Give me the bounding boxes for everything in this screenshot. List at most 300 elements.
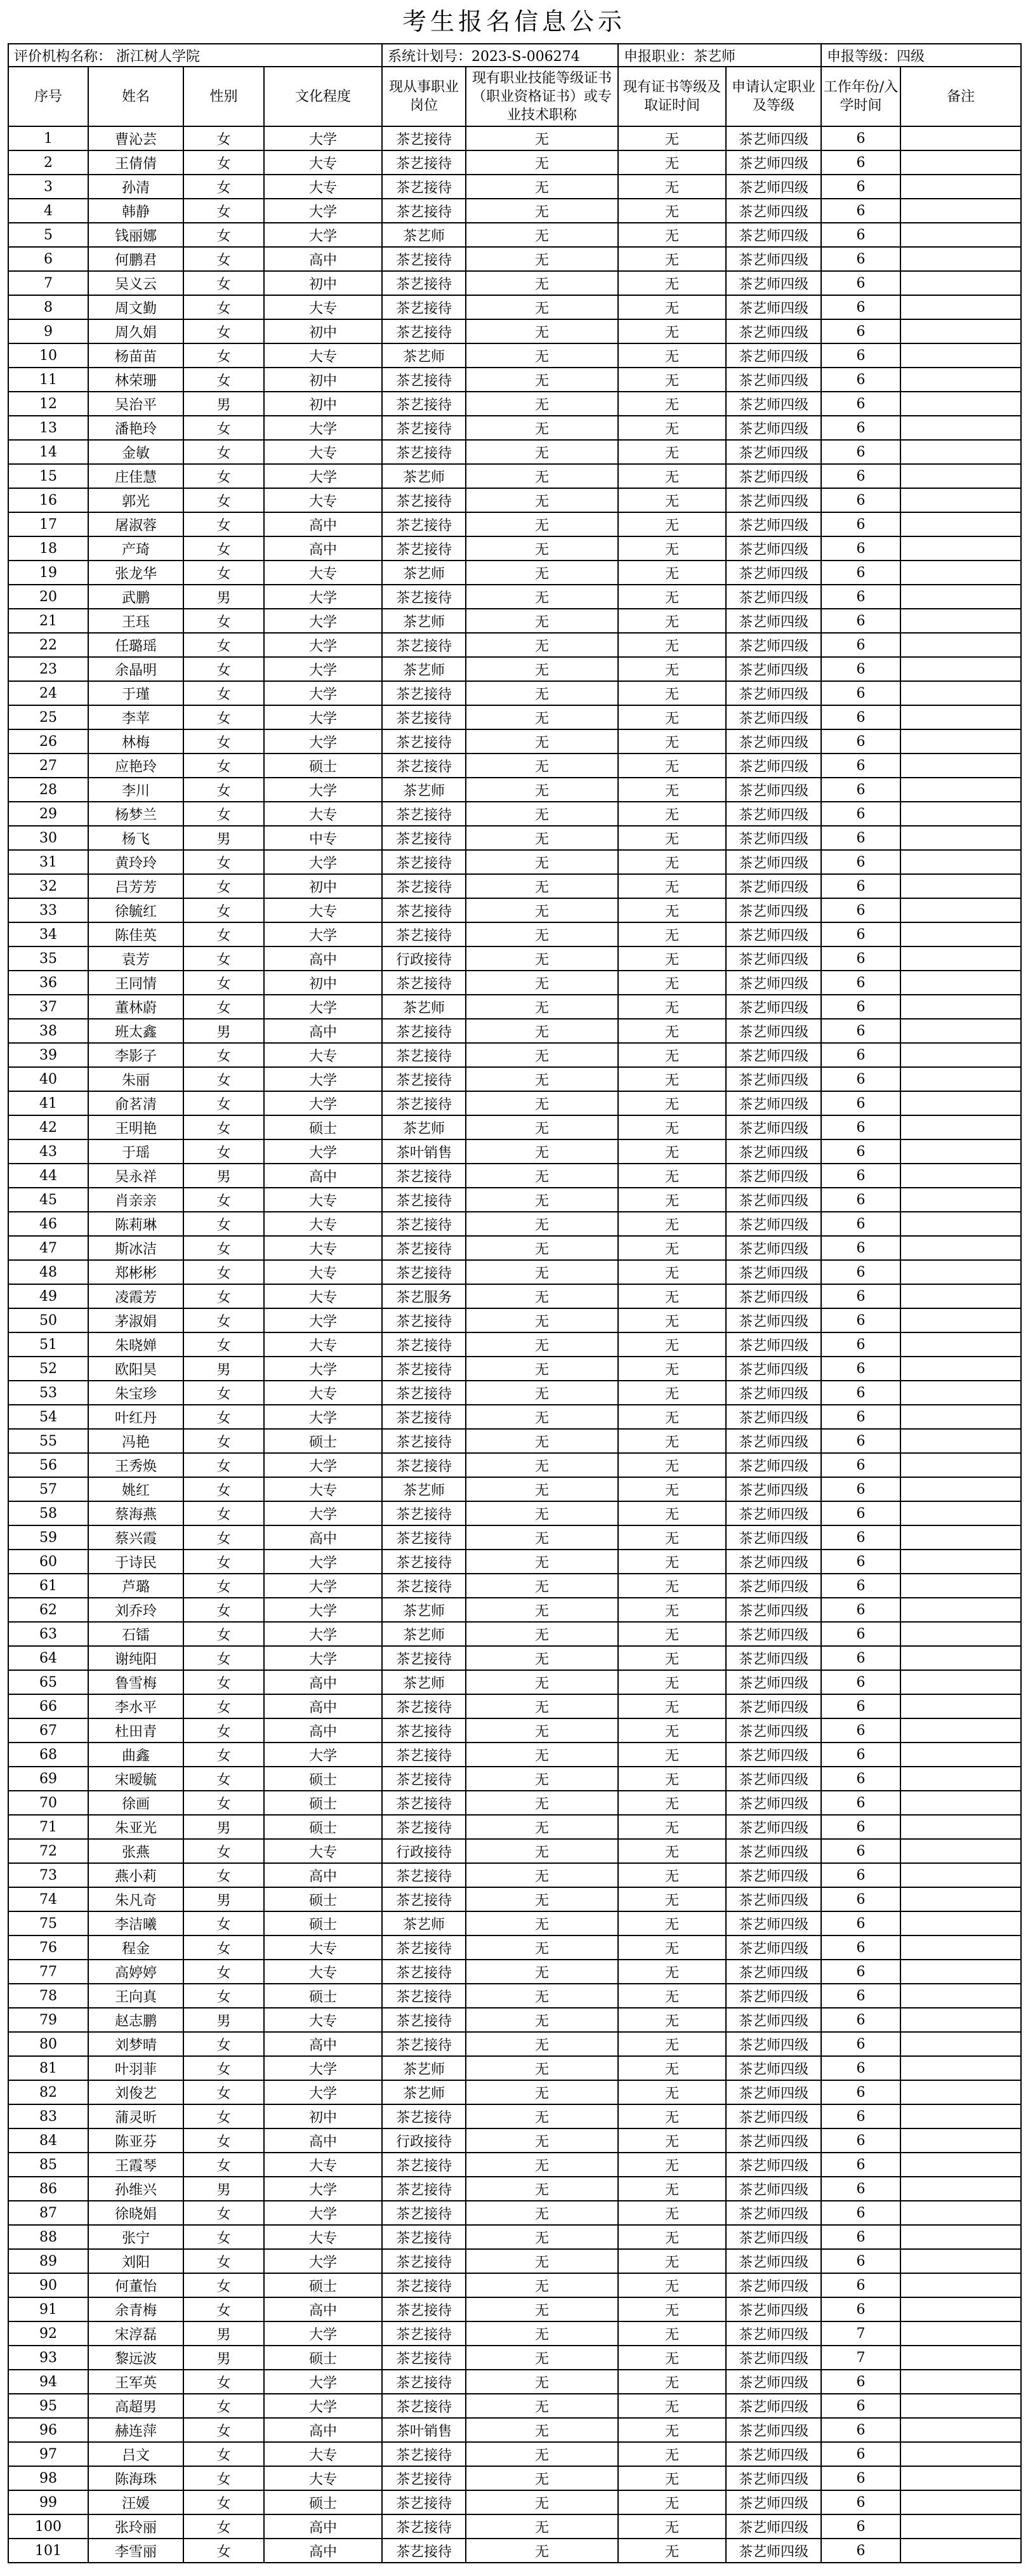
cell-certificate: 无 bbox=[466, 874, 618, 898]
cell-education: 初中 bbox=[264, 392, 382, 416]
cell-remark bbox=[900, 2490, 1021, 2514]
cell-position: 茶艺接待 bbox=[382, 2008, 466, 2032]
cell-position: 茶艺接待 bbox=[382, 512, 466, 536]
table-row bbox=[8, 754, 1021, 778]
table-row bbox=[8, 368, 1021, 392]
cell-index: 63 bbox=[8, 1622, 88, 1646]
cell-work-years: 6 bbox=[821, 2418, 900, 2442]
cell-position: 茶艺接待 bbox=[382, 2297, 466, 2321]
cell-position: 茶艺师 bbox=[382, 2056, 466, 2080]
cell-work-years: 6 bbox=[821, 2297, 900, 2321]
cell-index: 79 bbox=[8, 2008, 88, 2032]
cell-certificate: 无 bbox=[466, 1984, 618, 2008]
cell-work-years: 6 bbox=[821, 1984, 900, 2008]
cell-gender: 女 bbox=[183, 175, 264, 199]
cell-name: 赫连萍 bbox=[88, 2418, 183, 2442]
cell-remark bbox=[900, 1839, 1021, 1863]
cell-apply-level: 茶艺师四级 bbox=[726, 1043, 821, 1067]
cell-name: 徐毓红 bbox=[88, 898, 183, 922]
cell-name: 宋淳磊 bbox=[88, 2321, 183, 2346]
cell-certificate: 无 bbox=[466, 778, 618, 802]
table-row bbox=[8, 440, 1021, 464]
cell-cert-level-date: 无 bbox=[618, 1115, 726, 1139]
cell-work-years: 6 bbox=[821, 754, 900, 778]
cell-index: 48 bbox=[8, 1260, 88, 1284]
cell-remark bbox=[900, 971, 1021, 995]
cell-index: 82 bbox=[8, 2080, 88, 2104]
cell-name: 黎远波 bbox=[88, 2346, 183, 2370]
cell-cert-level-date: 无 bbox=[618, 1767, 726, 1791]
cell-work-years: 6 bbox=[821, 2273, 900, 2297]
cell-work-years: 6 bbox=[821, 343, 900, 368]
cell-education: 大学 bbox=[264, 633, 382, 657]
table-row bbox=[8, 657, 1021, 681]
cell-cert-level-date: 无 bbox=[618, 2466, 726, 2490]
cell-cert-level-date: 无 bbox=[618, 1984, 726, 2008]
cell-work-years: 6 bbox=[821, 1863, 900, 1887]
cell-gender: 女 bbox=[183, 1791, 264, 1815]
cell-gender: 女 bbox=[183, 561, 264, 585]
cell-gender: 女 bbox=[183, 922, 264, 946]
cell-education: 大学 bbox=[264, 1743, 382, 1767]
cell-gender: 女 bbox=[183, 1212, 264, 1236]
cell-name: 姚红 bbox=[88, 1477, 183, 1501]
cell-index: 84 bbox=[8, 2128, 88, 2153]
cell-certificate: 无 bbox=[466, 2418, 618, 2442]
cell-gender: 女 bbox=[183, 850, 264, 874]
cell-name: 杨飞 bbox=[88, 826, 183, 850]
cell-cert-level-date: 无 bbox=[618, 1212, 726, 1236]
cell-position: 茶艺接待 bbox=[382, 1043, 466, 1067]
cell-position: 茶艺接待 bbox=[382, 2370, 466, 2394]
table-row bbox=[8, 1622, 1021, 1646]
cell-work-years: 6 bbox=[821, 1357, 900, 1381]
cell-name: 叶红丹 bbox=[88, 1405, 183, 1429]
cell-name: 余青梅 bbox=[88, 2297, 183, 2321]
cell-education: 大专 bbox=[264, 2442, 382, 2466]
cell-gender: 女 bbox=[183, 729, 264, 754]
table-row bbox=[8, 874, 1021, 898]
col-header-position: 现从事职业岗位 bbox=[382, 67, 466, 126]
cell-position: 茶艺接待 bbox=[382, 199, 466, 223]
cell-position: 茶艺接待 bbox=[382, 488, 466, 512]
cell-name: 俞茗清 bbox=[88, 1091, 183, 1115]
cell-name: 潘艳玲 bbox=[88, 416, 183, 440]
table-row bbox=[8, 1453, 1021, 1477]
cell-remark bbox=[900, 585, 1021, 609]
cell-education: 大学 bbox=[264, 464, 382, 488]
col-header-cert-level-date: 现有证书等级及取证时间 bbox=[618, 67, 726, 126]
table-row bbox=[8, 1236, 1021, 1260]
cell-gender: 女 bbox=[183, 1960, 264, 1984]
cell-index: 4 bbox=[8, 199, 88, 223]
cell-cert-level-date: 无 bbox=[618, 319, 726, 343]
table-row bbox=[8, 826, 1021, 850]
cell-work-years: 6 bbox=[821, 488, 900, 512]
cell-index: 68 bbox=[8, 1743, 88, 1767]
cell-remark bbox=[900, 995, 1021, 1019]
cell-index: 51 bbox=[8, 1332, 88, 1357]
cell-name: 张玲丽 bbox=[88, 2514, 183, 2539]
cell-gender: 男 bbox=[183, 1887, 264, 1911]
cell-gender: 女 bbox=[183, 1115, 264, 1139]
cell-index: 55 bbox=[8, 1429, 88, 1453]
cell-remark bbox=[900, 150, 1021, 175]
cell-work-years: 6 bbox=[821, 512, 900, 536]
cell-cert-level-date: 无 bbox=[618, 2539, 726, 2563]
table-row bbox=[8, 1429, 1021, 1453]
cell-certificate: 无 bbox=[466, 1284, 618, 1308]
cell-name: 产琦 bbox=[88, 536, 183, 561]
cell-apply-level: 茶艺师四级 bbox=[726, 609, 821, 633]
cell-cert-level-date: 无 bbox=[618, 1260, 726, 1284]
table-row bbox=[8, 126, 1021, 150]
cell-work-years: 6 bbox=[821, 2080, 900, 2104]
cell-index: 17 bbox=[8, 512, 88, 536]
cell-index: 76 bbox=[8, 1935, 88, 1960]
cell-education: 高中 bbox=[264, 1525, 382, 1550]
cell-education: 高中 bbox=[264, 536, 382, 561]
cell-work-years: 6 bbox=[821, 995, 900, 1019]
cell-certificate: 无 bbox=[466, 2466, 618, 2490]
cell-certificate: 无 bbox=[466, 1332, 618, 1357]
cell-gender: 女 bbox=[183, 368, 264, 392]
cell-position: 茶叶销售 bbox=[382, 1139, 466, 1164]
cell-index: 95 bbox=[8, 2394, 88, 2418]
cell-name: 吕文 bbox=[88, 2442, 183, 2466]
cell-certificate: 无 bbox=[466, 319, 618, 343]
cell-certificate: 无 bbox=[466, 995, 618, 1019]
table-row bbox=[8, 536, 1021, 561]
cell-gender: 女 bbox=[183, 2201, 264, 2225]
cell-education: 大学 bbox=[264, 1550, 382, 1574]
cell-work-years: 6 bbox=[821, 657, 900, 681]
table-row bbox=[8, 2032, 1021, 2056]
cell-apply-level: 茶艺师四级 bbox=[726, 1911, 821, 1935]
cell-certificate: 无 bbox=[466, 633, 618, 657]
cell-gender: 女 bbox=[183, 1743, 264, 1767]
cell-index: 31 bbox=[8, 850, 88, 874]
cell-work-years: 6 bbox=[821, 971, 900, 995]
cell-education: 大学 bbox=[264, 1622, 382, 1646]
cell-apply-level: 茶艺师四级 bbox=[726, 1091, 821, 1115]
cell-remark bbox=[900, 1019, 1021, 1043]
cell-apply-level: 茶艺师四级 bbox=[726, 1284, 821, 1308]
cell-work-years: 6 bbox=[821, 1188, 900, 1212]
cell-index: 27 bbox=[8, 754, 88, 778]
cell-certificate: 无 bbox=[466, 1960, 618, 1984]
cell-certificate: 无 bbox=[466, 681, 618, 705]
cell-certificate: 无 bbox=[466, 2128, 618, 2153]
cell-certificate: 无 bbox=[466, 199, 618, 223]
cell-work-years: 6 bbox=[821, 2225, 900, 2249]
cell-name: 徐晓娟 bbox=[88, 2201, 183, 2225]
cell-work-years: 6 bbox=[821, 1115, 900, 1139]
cell-certificate: 无 bbox=[466, 2056, 618, 2080]
cell-position: 茶艺接待 bbox=[382, 802, 466, 826]
cell-certificate: 无 bbox=[466, 922, 618, 946]
cell-name: 赵志鹏 bbox=[88, 2008, 183, 2032]
cell-work-years: 6 bbox=[821, 1453, 900, 1477]
cell-cert-level-date: 无 bbox=[618, 1477, 726, 1501]
cell-remark bbox=[900, 440, 1021, 464]
cell-certificate: 无 bbox=[466, 2008, 618, 2032]
cell-name: 孙清 bbox=[88, 175, 183, 199]
cell-apply-level: 茶艺师四级 bbox=[726, 2394, 821, 2418]
cell-index: 7 bbox=[8, 271, 88, 295]
cell-apply-level: 茶艺师四级 bbox=[726, 1743, 821, 1767]
cell-name: 鲁雪梅 bbox=[88, 1670, 183, 1694]
cell-cert-level-date: 无 bbox=[618, 2080, 726, 2104]
cell-position: 茶艺接待 bbox=[382, 971, 466, 995]
cell-position: 茶艺接待 bbox=[382, 536, 466, 561]
cell-certificate: 无 bbox=[466, 2153, 618, 2177]
cell-remark bbox=[900, 874, 1021, 898]
cell-cert-level-date: 无 bbox=[618, 2225, 726, 2249]
cell-cert-level-date: 无 bbox=[618, 2032, 726, 2056]
cell-name: 叶羽菲 bbox=[88, 2056, 183, 2080]
cell-remark bbox=[900, 199, 1021, 223]
cell-position: 茶艺接待 bbox=[382, 1091, 466, 1115]
cell-name: 王霞琴 bbox=[88, 2153, 183, 2177]
cell-cert-level-date: 无 bbox=[618, 175, 726, 199]
cell-work-years: 6 bbox=[821, 609, 900, 633]
cell-name: 班太鑫 bbox=[88, 1019, 183, 1043]
cell-education: 初中 bbox=[264, 2104, 382, 2128]
cell-position: 茶艺接待 bbox=[382, 2346, 466, 2370]
cell-gender: 女 bbox=[183, 1043, 264, 1067]
cell-apply-level: 茶艺师四级 bbox=[726, 826, 821, 850]
cell-name: 杜田青 bbox=[88, 1718, 183, 1743]
cell-apply-level: 茶艺师四级 bbox=[726, 126, 821, 150]
cell-remark bbox=[900, 2056, 1021, 2080]
cell-remark bbox=[900, 2008, 1021, 2032]
cell-index: 26 bbox=[8, 729, 88, 754]
cell-work-years: 6 bbox=[821, 802, 900, 826]
cell-certificate: 无 bbox=[466, 271, 618, 295]
cell-index: 40 bbox=[8, 1067, 88, 1091]
cell-gender: 女 bbox=[183, 1308, 264, 1332]
cell-certificate: 无 bbox=[466, 368, 618, 392]
cell-education: 硕士 bbox=[264, 1887, 382, 1911]
cell-position: 茶艺接待 bbox=[382, 2273, 466, 2297]
cell-index: 13 bbox=[8, 416, 88, 440]
cell-work-years: 6 bbox=[821, 1043, 900, 1067]
cell-cert-level-date: 无 bbox=[618, 416, 726, 440]
cell-remark bbox=[900, 1260, 1021, 1284]
table-row bbox=[8, 247, 1021, 271]
table-row bbox=[8, 1598, 1021, 1622]
cell-remark bbox=[900, 392, 1021, 416]
cell-position: 茶艺服务 bbox=[382, 1284, 466, 1308]
cell-position: 茶艺接待 bbox=[382, 1743, 466, 1767]
cell-gender: 女 bbox=[183, 705, 264, 729]
cell-work-years: 6 bbox=[821, 247, 900, 271]
cell-education: 大专 bbox=[264, 2225, 382, 2249]
cell-name: 郭光 bbox=[88, 488, 183, 512]
cell-education: 大学 bbox=[264, 1405, 382, 1429]
cell-gender: 女 bbox=[183, 2032, 264, 2056]
cell-certificate: 无 bbox=[466, 1043, 618, 1067]
cell-name: 李水平 bbox=[88, 1694, 183, 1718]
column-header-row bbox=[8, 67, 1021, 126]
cell-position: 茶艺接待 bbox=[382, 826, 466, 850]
cell-apply-level: 茶艺师四级 bbox=[726, 512, 821, 536]
cell-work-years: 6 bbox=[821, 2490, 900, 2514]
cell-cert-level-date: 无 bbox=[618, 802, 726, 826]
cell-apply-level: 茶艺师四级 bbox=[726, 1791, 821, 1815]
cell-name: 张燕 bbox=[88, 1839, 183, 1863]
cell-work-years: 6 bbox=[821, 705, 900, 729]
cell-education: 大专 bbox=[264, 1043, 382, 1067]
cell-work-years: 7 bbox=[821, 2346, 900, 2370]
cell-education: 硕士 bbox=[264, 2346, 382, 2370]
cell-index: 69 bbox=[8, 1767, 88, 1791]
cell-cert-level-date: 无 bbox=[618, 754, 726, 778]
cell-name: 高超男 bbox=[88, 2394, 183, 2418]
cell-cert-level-date: 无 bbox=[618, 1164, 726, 1188]
cell-position: 茶艺接待 bbox=[382, 1453, 466, 1477]
cell-position: 茶艺接待 bbox=[382, 850, 466, 874]
cell-position: 茶艺接待 bbox=[382, 1067, 466, 1091]
cell-index: 98 bbox=[8, 2466, 88, 2490]
cell-education: 硕士 bbox=[264, 1911, 382, 1935]
table-row bbox=[8, 946, 1021, 971]
cell-education: 大专 bbox=[264, 1381, 382, 1405]
cell-apply-level: 茶艺师四级 bbox=[726, 2008, 821, 2032]
cell-index: 36 bbox=[8, 971, 88, 995]
cell-gender: 女 bbox=[183, 2418, 264, 2442]
cell-position: 茶艺接待 bbox=[382, 126, 466, 150]
cell-gender: 男 bbox=[183, 2177, 264, 2201]
cell-work-years: 6 bbox=[821, 223, 900, 247]
cell-apply-level: 茶艺师四级 bbox=[726, 1935, 821, 1960]
cell-index: 57 bbox=[8, 1477, 88, 1501]
cell-apply-level: 茶艺师四级 bbox=[726, 1718, 821, 1743]
cell-cert-level-date: 无 bbox=[618, 536, 726, 561]
cell-remark bbox=[900, 2346, 1021, 2370]
cell-gender: 女 bbox=[183, 1405, 264, 1429]
cell-work-years: 6 bbox=[821, 536, 900, 561]
table-row bbox=[8, 1791, 1021, 1815]
cell-apply-level: 茶艺师四级 bbox=[726, 1984, 821, 2008]
cell-certificate: 无 bbox=[466, 2490, 618, 2514]
cell-apply-level: 茶艺师四级 bbox=[726, 657, 821, 681]
table-row bbox=[8, 150, 1021, 175]
cell-index: 6 bbox=[8, 247, 88, 271]
cell-position: 茶艺接待 bbox=[382, 440, 466, 464]
cell-cert-level-date: 无 bbox=[618, 609, 726, 633]
cell-position: 茶艺接待 bbox=[382, 1212, 466, 1236]
cell-position: 茶艺接待 bbox=[382, 1960, 466, 1984]
cell-apply-level: 茶艺师四级 bbox=[726, 2321, 821, 2346]
cell-gender: 女 bbox=[183, 1935, 264, 1960]
cell-remark bbox=[900, 416, 1021, 440]
cell-name: 金敏 bbox=[88, 440, 183, 464]
cell-certificate: 无 bbox=[466, 1019, 618, 1043]
cell-index: 87 bbox=[8, 2201, 88, 2225]
cell-apply-level: 茶艺师四级 bbox=[726, 416, 821, 440]
table-row bbox=[8, 1115, 1021, 1139]
cell-name: 石镭 bbox=[88, 1622, 183, 1646]
cell-gender: 女 bbox=[183, 1188, 264, 1212]
cell-gender: 女 bbox=[183, 2370, 264, 2394]
cell-index: 47 bbox=[8, 1236, 88, 1260]
cell-name: 武鹏 bbox=[88, 585, 183, 609]
cell-work-years: 6 bbox=[821, 1960, 900, 1984]
table-row bbox=[8, 1332, 1021, 1357]
cell-gender: 女 bbox=[183, 2514, 264, 2539]
cell-remark bbox=[900, 802, 1021, 826]
cell-apply-level: 茶艺师四级 bbox=[726, 1357, 821, 1381]
cell-position: 茶艺师 bbox=[382, 1598, 466, 1622]
table-row bbox=[8, 1887, 1021, 1911]
cell-gender: 女 bbox=[183, 1718, 264, 1743]
table-row bbox=[8, 199, 1021, 223]
cell-remark bbox=[900, 1357, 1021, 1381]
cell-index: 86 bbox=[8, 2177, 88, 2201]
cell-apply-level: 茶艺师四级 bbox=[726, 343, 821, 368]
cell-index: 28 bbox=[8, 778, 88, 802]
cell-work-years: 6 bbox=[821, 1308, 900, 1332]
cell-work-years: 6 bbox=[821, 826, 900, 850]
cell-education: 大学 bbox=[264, 2321, 382, 2346]
cell-index: 10 bbox=[8, 343, 88, 368]
cell-apply-level: 茶艺师四级 bbox=[726, 1115, 821, 1139]
table-row bbox=[8, 416, 1021, 440]
cell-cert-level-date: 无 bbox=[618, 1815, 726, 1839]
cell-work-years: 6 bbox=[821, 150, 900, 175]
cell-work-years: 6 bbox=[821, 1694, 900, 1718]
table-row bbox=[8, 223, 1021, 247]
cell-certificate: 无 bbox=[466, 464, 618, 488]
cell-remark bbox=[900, 2153, 1021, 2177]
cell-index: 42 bbox=[8, 1115, 88, 1139]
cell-remark bbox=[900, 2442, 1021, 2466]
cell-name: 斯冰洁 bbox=[88, 1236, 183, 1260]
cell-name: 朱晓婵 bbox=[88, 1332, 183, 1357]
cell-certificate: 无 bbox=[466, 971, 618, 995]
cell-remark bbox=[900, 2321, 1021, 2346]
cell-index: 9 bbox=[8, 319, 88, 343]
table-row bbox=[8, 1960, 1021, 1984]
cell-position: 茶艺接待 bbox=[382, 1767, 466, 1791]
cell-remark bbox=[900, 1381, 1021, 1405]
cell-work-years: 6 bbox=[821, 1911, 900, 1935]
cell-position: 茶艺接待 bbox=[382, 1357, 466, 1381]
cell-position: 茶艺接待 bbox=[382, 1164, 466, 1188]
cell-gender: 女 bbox=[183, 2080, 264, 2104]
cell-work-years: 6 bbox=[821, 175, 900, 199]
cell-cert-level-date: 无 bbox=[618, 1091, 726, 1115]
cell-index: 80 bbox=[8, 2032, 88, 2056]
cell-name: 钱丽娜 bbox=[88, 223, 183, 247]
cell-education: 硕士 bbox=[264, 1791, 382, 1815]
cell-remark bbox=[900, 175, 1021, 199]
cell-name: 李苹 bbox=[88, 705, 183, 729]
cell-gender: 女 bbox=[183, 1767, 264, 1791]
cell-education: 大专 bbox=[264, 1839, 382, 1863]
cell-certificate: 无 bbox=[466, 2514, 618, 2539]
cell-name: 张龙华 bbox=[88, 561, 183, 585]
cell-certificate: 无 bbox=[466, 1429, 618, 1453]
cell-apply-level: 茶艺师四级 bbox=[726, 2466, 821, 2490]
cell-education: 初中 bbox=[264, 271, 382, 295]
table-row bbox=[8, 2514, 1021, 2539]
table-row bbox=[8, 1743, 1021, 1767]
col-header-name: 姓名 bbox=[88, 67, 183, 126]
cell-work-years: 6 bbox=[821, 2394, 900, 2418]
